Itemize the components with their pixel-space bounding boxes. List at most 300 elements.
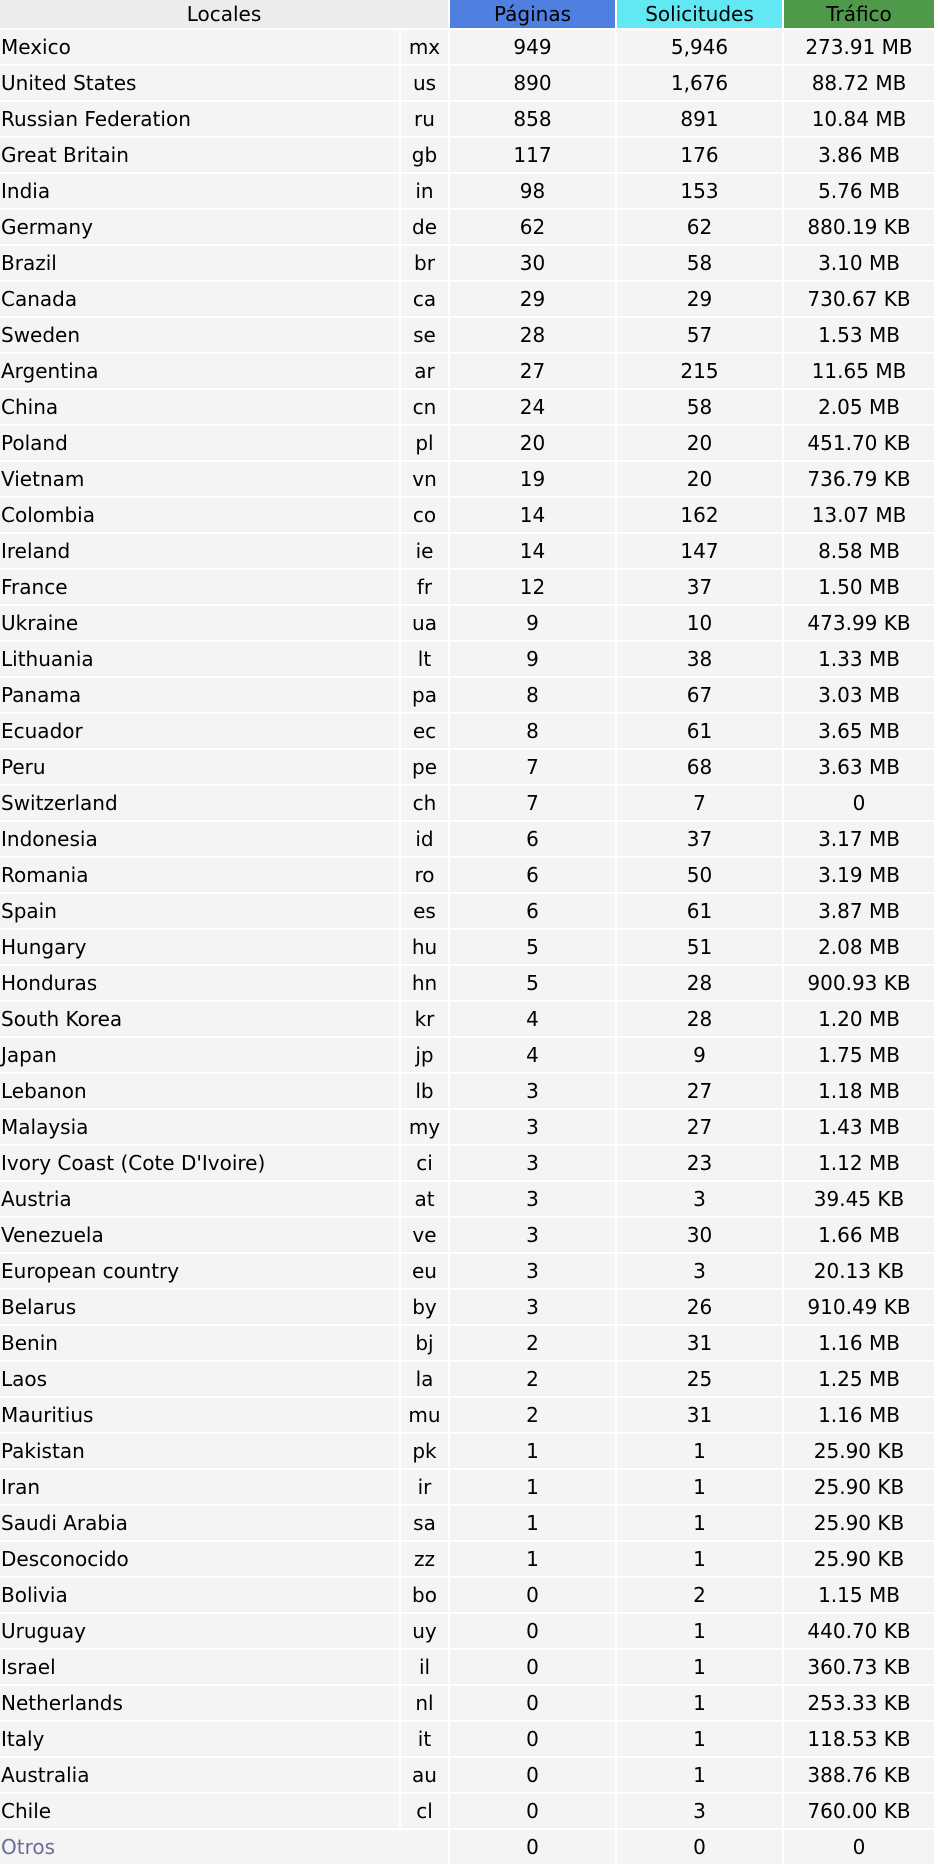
country-name: South Korea [0, 1002, 399, 1036]
table-row [0, 1686, 934, 1720]
table-row [0, 822, 934, 856]
pages-value: 949 [450, 30, 615, 64]
pages-value: 3 [450, 1110, 615, 1144]
country-name: Italy [0, 1722, 399, 1756]
table-row [0, 858, 934, 892]
pages-value: 98 [450, 174, 615, 208]
country-name: Venezuela [0, 1218, 399, 1252]
pages-value: 858 [450, 102, 615, 136]
table-row [0, 102, 934, 136]
country-name: Benin [0, 1326, 399, 1360]
requests-value: 2 [617, 1578, 782, 1612]
country-code: cn [401, 390, 448, 424]
traffic-value: 1.18 MB [784, 1074, 934, 1108]
requests-value: 29 [617, 282, 782, 316]
table-row [0, 606, 934, 640]
requests-value: 38 [617, 642, 782, 676]
requests-value: 1 [617, 1650, 782, 1684]
country-name: Desconocido [0, 1542, 399, 1576]
pages-value: 6 [450, 894, 615, 928]
traffic-value: 440.70 KB [784, 1614, 934, 1648]
country-code: ci [401, 1146, 448, 1180]
traffic-value: 730.67 KB [784, 282, 934, 316]
pages-value: 6 [450, 822, 615, 856]
country-code: la [401, 1362, 448, 1396]
pages-value: 2 [450, 1362, 615, 1396]
country-code: pe [401, 750, 448, 784]
pages-value: 1 [450, 1434, 615, 1468]
traffic-value: 1.12 MB [784, 1146, 934, 1180]
requests-value: 7 [617, 786, 782, 820]
pages-value: 5 [450, 966, 615, 1000]
traffic-value: 1.25 MB [784, 1362, 934, 1396]
country-code: ua [401, 606, 448, 640]
country-code: lb [401, 1074, 448, 1108]
traffic-value: 10.84 MB [784, 102, 934, 136]
traffic-value: 880.19 KB [784, 210, 934, 244]
pages-value: 4 [450, 1002, 615, 1036]
country-name: Israel [0, 1650, 399, 1684]
country-name: Lebanon [0, 1074, 399, 1108]
traffic-value: 1.53 MB [784, 318, 934, 352]
traffic-value: 3.87 MB [784, 894, 934, 928]
traffic-value: 25.90 KB [784, 1506, 934, 1540]
traffic-value: 88.72 MB [784, 66, 934, 100]
pages-value: 2 [450, 1398, 615, 1432]
table-row [0, 1650, 934, 1684]
pages-value: 27 [450, 354, 615, 388]
pages-header[interactable]: Páginas [450, 0, 615, 28]
country-code: ve [401, 1218, 448, 1252]
requests-value: 28 [617, 1002, 782, 1036]
requests-value: 20 [617, 462, 782, 496]
requests-value: 1 [617, 1614, 782, 1648]
table-row [0, 498, 934, 532]
table-row [0, 1794, 934, 1828]
table-row [0, 966, 934, 1000]
requests-value: 62 [617, 210, 782, 244]
country-code: au [401, 1758, 448, 1792]
country-code: hn [401, 966, 448, 1000]
traffic-value: 3.10 MB [784, 246, 934, 280]
traffic-value: 118.53 KB [784, 1722, 934, 1756]
country-name: Belarus [0, 1290, 399, 1324]
traffic-value: 900.93 KB [784, 966, 934, 1000]
traffic-value: 3.65 MB [784, 714, 934, 748]
pages-value: 117 [450, 138, 615, 172]
requests-value: 31 [617, 1326, 782, 1360]
table-row [0, 642, 934, 676]
traffic-value: 388.76 KB [784, 1758, 934, 1792]
country-code: ec [401, 714, 448, 748]
pages-value: 62 [450, 210, 615, 244]
requests-value: 3 [617, 1254, 782, 1288]
pages-value: 8 [450, 714, 615, 748]
country-code: us [401, 66, 448, 100]
country-name: Panama [0, 678, 399, 712]
country-code: mu [401, 1398, 448, 1432]
country-code: kr [401, 1002, 448, 1036]
requests-value: 176 [617, 138, 782, 172]
country-code: mx [401, 30, 448, 64]
pages-value: 3 [450, 1074, 615, 1108]
country-name: Netherlands [0, 1686, 399, 1720]
traffic-value: 25.90 KB [784, 1434, 934, 1468]
country-name: Australia [0, 1758, 399, 1792]
requests-value: 891 [617, 102, 782, 136]
country-name: Ivory Coast (Cote D'Ivoire) [0, 1146, 399, 1180]
traffic-value: 736.79 KB [784, 462, 934, 496]
country-code: es [401, 894, 448, 928]
traffic-value: 1.33 MB [784, 642, 934, 676]
traffic-value: 3.86 MB [784, 138, 934, 172]
table-row [0, 1578, 934, 1612]
country-name: Poland [0, 426, 399, 460]
requests-value: 3 [617, 1794, 782, 1828]
traffic-value: 451.70 KB [784, 426, 934, 460]
country-code: my [401, 1110, 448, 1144]
table-row [0, 1074, 934, 1108]
requests-value: 61 [617, 894, 782, 928]
traffic-value: 253.33 KB [784, 1686, 934, 1720]
pages-value: 30 [450, 246, 615, 280]
country-code: in [401, 174, 448, 208]
country-code: ar [401, 354, 448, 388]
country-name: Romania [0, 858, 399, 892]
pages-value: 1 [450, 1506, 615, 1540]
requests-value: 5,946 [617, 30, 782, 64]
requests-value: 153 [617, 174, 782, 208]
pages-value: 19 [450, 462, 615, 496]
country-name: Uruguay [0, 1614, 399, 1648]
country-name: Pakistan [0, 1434, 399, 1468]
country-code: co [401, 498, 448, 532]
table-row [0, 1470, 934, 1504]
table-row [0, 1614, 934, 1648]
pages-value: 14 [450, 534, 615, 568]
traffic-value: 11.65 MB [784, 354, 934, 388]
traffic-value: 3.17 MB [784, 822, 934, 856]
country-name: Malaysia [0, 1110, 399, 1144]
country-code: ru [401, 102, 448, 136]
requests-value: 68 [617, 750, 782, 784]
pages-value: 0 [450, 1650, 615, 1684]
table-row [0, 66, 934, 100]
table-row [0, 30, 934, 64]
pages-value: 28 [450, 318, 615, 352]
country-name: Switzerland [0, 786, 399, 820]
table-row [0, 786, 934, 820]
country-name: Argentina [0, 354, 399, 388]
country-name: Canada [0, 282, 399, 316]
country-code: ir [401, 1470, 448, 1504]
requests-value: 28 [617, 966, 782, 1000]
traffic-value: 2.08 MB [784, 930, 934, 964]
requests-value: 25 [617, 1362, 782, 1396]
pages-value: 1 [450, 1470, 615, 1504]
country-name: Laos [0, 1362, 399, 1396]
country-name: Mauritius [0, 1398, 399, 1432]
country-name: Spain [0, 894, 399, 928]
country-code: at [401, 1182, 448, 1216]
table-row [0, 1038, 934, 1072]
table-row [0, 1290, 934, 1324]
table-row [0, 1002, 934, 1036]
pages-value: 3 [450, 1254, 615, 1288]
country-code: pk [401, 1434, 448, 1468]
requests-value: 215 [617, 354, 782, 388]
country-name: Peru [0, 750, 399, 784]
traffic-value: 5.76 MB [784, 174, 934, 208]
table-row [0, 1758, 934, 1792]
traffic-value: 360.73 KB [784, 1650, 934, 1684]
pages-value: 6 [450, 858, 615, 892]
requests-value: 20 [617, 426, 782, 460]
country-code: ca [401, 282, 448, 316]
others-requests: 0 [617, 1830, 782, 1864]
country-code: hu [401, 930, 448, 964]
country-code: de [401, 210, 448, 244]
pages-value: 9 [450, 642, 615, 676]
country-name: Indonesia [0, 822, 399, 856]
pages-value: 3 [450, 1290, 615, 1324]
requests-value: 1 [617, 1758, 782, 1792]
country-code: br [401, 246, 448, 280]
table-row [0, 138, 934, 172]
table-row [0, 930, 934, 964]
country-code: pa [401, 678, 448, 712]
others-row [0, 1830, 934, 1864]
traffic-value: 8.58 MB [784, 534, 934, 568]
country-code: bo [401, 1578, 448, 1612]
country-name: Ireland [0, 534, 399, 568]
pages-value: 24 [450, 390, 615, 424]
country-code: it [401, 1722, 448, 1756]
requests-value: 1 [617, 1686, 782, 1720]
country-name: Ecuador [0, 714, 399, 748]
requests-value: 10 [617, 606, 782, 640]
table-row [0, 1182, 934, 1216]
traffic-value: 1.15 MB [784, 1578, 934, 1612]
locales-header[interactable]: Locales [0, 0, 448, 28]
table-row [0, 354, 934, 388]
country-code: pl [401, 426, 448, 460]
country-code: nl [401, 1686, 448, 1720]
country-name: Mexico [0, 30, 399, 64]
traffic-value: 3.03 MB [784, 678, 934, 712]
requests-value: 23 [617, 1146, 782, 1180]
table-row [0, 750, 934, 784]
requests-value: 26 [617, 1290, 782, 1324]
pages-value: 1 [450, 1542, 615, 1576]
traffic-value: 25.90 KB [784, 1470, 934, 1504]
country-code: il [401, 1650, 448, 1684]
requests-value: 1 [617, 1722, 782, 1756]
country-code: by [401, 1290, 448, 1324]
pages-value: 3 [450, 1218, 615, 1252]
table-row [0, 1362, 934, 1396]
traffic-value: 910.49 KB [784, 1290, 934, 1324]
table-row [0, 1506, 934, 1540]
pages-value: 0 [450, 1578, 615, 1612]
pages-value: 890 [450, 66, 615, 100]
traffic-value: 1.50 MB [784, 570, 934, 604]
requests-value: 31 [617, 1398, 782, 1432]
pages-value: 5 [450, 930, 615, 964]
country-name: Austria [0, 1182, 399, 1216]
requests-value: 67 [617, 678, 782, 712]
country-code: se [401, 318, 448, 352]
traffic-value: 0 [784, 786, 934, 820]
table-row [0, 714, 934, 748]
traffic-value: 273.91 MB [784, 30, 934, 64]
pages-value: 0 [450, 1794, 615, 1828]
table-row [0, 390, 934, 424]
table-row [0, 282, 934, 316]
country-code: zz [401, 1542, 448, 1576]
others-traffic: 0 [784, 1830, 934, 1864]
pages-value: 3 [450, 1182, 615, 1216]
traffic-value: 2.05 MB [784, 390, 934, 424]
requests-value: 27 [617, 1110, 782, 1144]
country-code: fr [401, 570, 448, 604]
country-name: Lithuania [0, 642, 399, 676]
country-name: Russian Federation [0, 102, 399, 136]
country-name: Vietnam [0, 462, 399, 496]
requests-value: 58 [617, 390, 782, 424]
pages-value: 0 [450, 1758, 615, 1792]
country-code: sa [401, 1506, 448, 1540]
table-row [0, 894, 934, 928]
pages-value: 3 [450, 1146, 615, 1180]
table-row [0, 174, 934, 208]
country-name: Colombia [0, 498, 399, 532]
requests-value: 58 [617, 246, 782, 280]
country-code: ch [401, 786, 448, 820]
table-row [0, 318, 934, 352]
table-row [0, 1218, 934, 1252]
country-code: uy [401, 1614, 448, 1648]
country-name: Great Britain [0, 138, 399, 172]
traffic-value: 1.16 MB [784, 1398, 934, 1432]
country-name: Germany [0, 210, 399, 244]
country-code: lt [401, 642, 448, 676]
table-row [0, 1722, 934, 1756]
pages-value: 12 [450, 570, 615, 604]
country-code: id [401, 822, 448, 856]
country-code: eu [401, 1254, 448, 1288]
table-row [0, 246, 934, 280]
requests-value: 57 [617, 318, 782, 352]
traffic-header[interactable]: Tráfico [784, 0, 934, 28]
requests-value: 50 [617, 858, 782, 892]
pages-value: 0 [450, 1722, 615, 1756]
requests-value: 147 [617, 534, 782, 568]
requests-value: 1 [617, 1434, 782, 1468]
traffic-value: 13.07 MB [784, 498, 934, 532]
traffic-value: 1.75 MB [784, 1038, 934, 1072]
table-header-row [0, 0, 934, 28]
country-name: Hungary [0, 930, 399, 964]
traffic-value: 3.19 MB [784, 858, 934, 892]
table-row [0, 210, 934, 244]
country-name: Iran [0, 1470, 399, 1504]
table-row [0, 678, 934, 712]
country-name: Bolivia [0, 1578, 399, 1612]
pages-value: 7 [450, 750, 615, 784]
requests-value: 162 [617, 498, 782, 532]
table-row [0, 1542, 934, 1576]
requests-value: 61 [617, 714, 782, 748]
pages-value: 7 [450, 786, 615, 820]
requests-value: 37 [617, 570, 782, 604]
traffic-value: 1.16 MB [784, 1326, 934, 1360]
country-code: gb [401, 138, 448, 172]
country-code: ie [401, 534, 448, 568]
pages-value: 20 [450, 426, 615, 460]
pages-value: 0 [450, 1686, 615, 1720]
traffic-value: 3.63 MB [784, 750, 934, 784]
table-row [0, 1434, 934, 1468]
requests-value: 30 [617, 1218, 782, 1252]
others-pages: 0 [450, 1830, 615, 1864]
requests-value: 51 [617, 930, 782, 964]
country-name: Saudi Arabia [0, 1506, 399, 1540]
country-name: India [0, 174, 399, 208]
country-name: United States [0, 66, 399, 100]
requests-value: 1 [617, 1506, 782, 1540]
others-label[interactable]: Otros [0, 1830, 448, 1864]
country-name: European country [0, 1254, 399, 1288]
table-row [0, 1146, 934, 1180]
pages-value: 4 [450, 1038, 615, 1072]
country-code: cl [401, 1794, 448, 1828]
traffic-value: 20.13 KB [784, 1254, 934, 1288]
traffic-value: 25.90 KB [784, 1542, 934, 1576]
table-row [0, 462, 934, 496]
country-code: ro [401, 858, 448, 892]
country-name: France [0, 570, 399, 604]
country-name: Sweden [0, 318, 399, 352]
requests-value: 1 [617, 1470, 782, 1504]
table-row [0, 1398, 934, 1432]
requests-value: 3 [617, 1182, 782, 1216]
pages-value: 29 [450, 282, 615, 316]
traffic-value: 1.66 MB [784, 1218, 934, 1252]
requests-value: 27 [617, 1074, 782, 1108]
requests-header[interactable]: Solicitudes [617, 0, 782, 28]
table-row [0, 534, 934, 568]
table-row [0, 1110, 934, 1144]
country-name: Ukraine [0, 606, 399, 640]
country-name: China [0, 390, 399, 424]
pages-value: 0 [450, 1614, 615, 1648]
requests-value: 37 [617, 822, 782, 856]
country-name: Brazil [0, 246, 399, 280]
traffic-value: 473.99 KB [784, 606, 934, 640]
country-name: Chile [0, 1794, 399, 1828]
traffic-value: 760.00 KB [784, 1794, 934, 1828]
table-row [0, 426, 934, 460]
requests-value: 1,676 [617, 66, 782, 100]
country-code: bj [401, 1326, 448, 1360]
requests-value: 9 [617, 1038, 782, 1072]
pages-value: 8 [450, 678, 615, 712]
pages-value: 2 [450, 1326, 615, 1360]
country-name: Japan [0, 1038, 399, 1072]
table-row [0, 570, 934, 604]
traffic-value: 1.43 MB [784, 1110, 934, 1144]
